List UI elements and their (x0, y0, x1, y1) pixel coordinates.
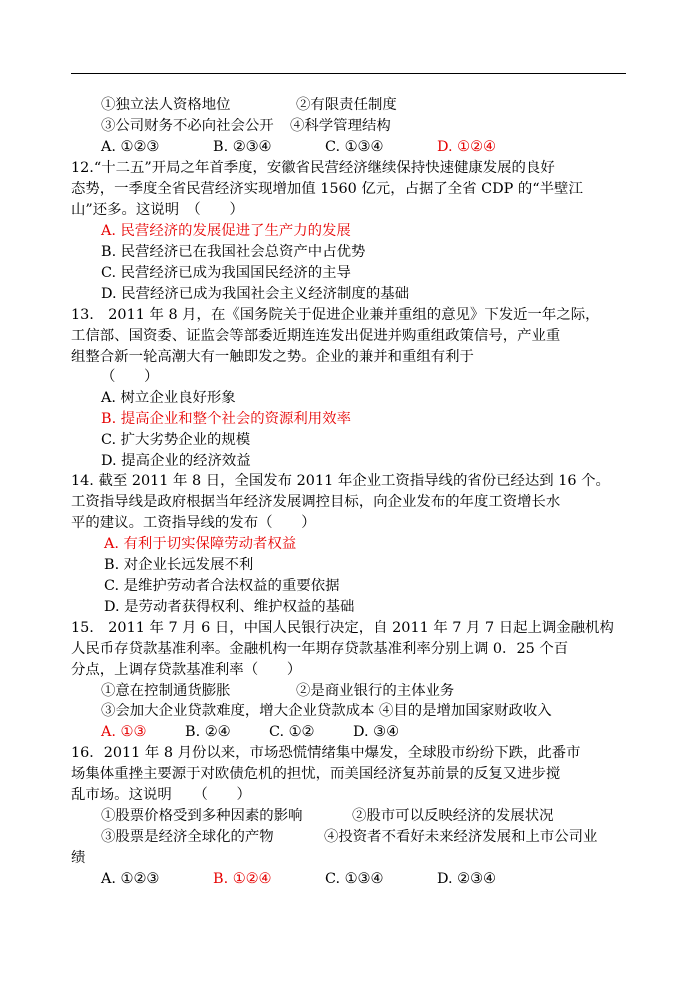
q11-choice-b: B. ②③④ (213, 139, 272, 155)
q15-statement-3-4: ③会加大企业贷款难度，增大企业贷款成本 ④目的是增加国家财政收入 (101, 703, 552, 719)
q14-stem-line-3: 平的建议。工资指导线的发布（ ） (71, 515, 316, 531)
q16-statement-4-continued: 绩 (71, 850, 86, 866)
q14-option-b: B. 对企业长远发展不利 (104, 557, 254, 573)
q15-choice-b: B. ②④ (185, 724, 231, 740)
q15-statement-1: ①意在控制通货膨胀 (101, 683, 231, 699)
q16-stem-line-1: 16．2011 年 8 月份以来，市场恐慌情绪集中爆发，全球股市纷纷下跌，此番市 (71, 745, 581, 761)
q14-option-a-answer: A. 有利于切实保障劳动者权益 (104, 536, 297, 552)
q16-choice-c: C. ①③④ (325, 871, 384, 887)
q12-option-a-answer: A. 民营经济的发展促进了生产力的发展 (101, 223, 351, 239)
q13-option-b-answer: B. 提高企业和整个社会的资源利用效率 (101, 411, 351, 427)
q14-stem-line-2: 工资指导线是政府根据当年经济发展调控目标，向企业发布的年度工资增长水 (71, 494, 561, 510)
q16-stem-line-3: 乱市场。这说明 （ ） (71, 787, 251, 803)
q16-statement-3: ③股票是经济全球化的产物 (101, 829, 274, 845)
q13-answer-bracket: （ ） (101, 369, 159, 385)
q12-option-d: D. 民营经济已成为我国社会主义经济制度的基础 (101, 286, 409, 302)
header-rule (71, 73, 626, 74)
q13-stem-line-3: 组整合新一轮高潮大有一触即发之势。企业的兼并和重组有利于 (71, 349, 474, 365)
q11-statement-3: ③公司财务不必向社会公开 (101, 118, 274, 134)
q15-stem-line-2: 人民币存贷款基准利率。金融机构一年期存贷款基准利率分别上调 0．25 个百 (71, 641, 569, 657)
q16-statement-4: ④投资者不看好未来经济发展和上市公司业 (324, 829, 598, 845)
q15-stem-line-1: 15. 2011 年 7 月 6 日，中国人民银行决定，自 2011 年 7 月 7 日起上调金融机构 (71, 620, 614, 636)
q11-statement-1: ①独立法人资格地位 (101, 97, 231, 113)
q16-choice-b-answer: B. ①②④ (213, 871, 272, 887)
q14-option-c: C. 是维护劳动者合法权益的重要依据 (104, 578, 340, 594)
q13-option-c: C. 扩大劣势企业的规模 (101, 432, 251, 448)
q13-stem-line-1: 13. 2011 年 8 月，在《国务院关于促进企业兼并重组的意见》下发近一年之际， (71, 307, 600, 323)
q16-choice-d: D. ②③④ (437, 871, 496, 887)
q11-statement-4: ④科学管理结构 (290, 118, 391, 134)
q13-option-d: D. 提高企业的经济效益 (101, 453, 251, 469)
q15-choice-c: C. ①② (269, 724, 315, 740)
q15-statement-2: ②是商业银行的主体业务 (296, 683, 455, 699)
q11-choice-a: A. ①②③ (101, 139, 160, 155)
q13-option-a: A. 树立企业良好形象 (101, 390, 236, 406)
q16-choice-a: A. ①②③ (101, 871, 160, 887)
q11-choice-c: C. ①③④ (325, 139, 384, 155)
q13-stem-line-2: 工信部、国资委、证监会等部委近期连连发出促进并购重组政策信号，产业重 (71, 328, 561, 344)
q15-stem-line-3: 分点，上调存贷款基准利率（ ） (71, 662, 302, 678)
q12-option-b: B. 民营经济已在我国社会总资产中占优势 (101, 244, 366, 260)
q11-choice-d-answer: D. ①②④ (437, 139, 496, 155)
q12-stem-line-1: 12.“十二五”开局之年首季度，安徽省民营经济继续保持快速健康发展的良好 (71, 160, 555, 176)
q11-statement-2: ②有限责任制度 (296, 97, 397, 113)
q12-stem-line-2: 态势，一季度全省民营经济实现增加值 1560 亿元，占据了全省 CDP 的“半壁江 (71, 181, 583, 197)
q16-stem-line-2: 场集体重挫主要源于对欧债危机的担忧，而美国经济复苏前景的反复又进步搅 (71, 766, 561, 782)
q16-statement-2: ②股市可以反映经济的发展状况 (352, 808, 554, 824)
q12-option-c: C. 民营经济已成为我国国民经济的主导 (101, 265, 351, 281)
q14-option-d: D. 是劳动者获得权利、维护权益的基础 (104, 599, 355, 615)
q16-statement-1: ①股票价格受到多种因素的影响 (101, 808, 303, 824)
q15-choice-d: D. ③④ (353, 724, 399, 740)
q12-stem-line-3: 山”还多。这说明 （ ） (71, 202, 244, 218)
q14-stem-line-1: 14. 截至 2011 年 8 日，全国发布 2011 年企业工资指导线的省份已经达到 16 个。 (71, 473, 610, 489)
q15-choice-a-answer: A. ①③ (101, 724, 147, 740)
